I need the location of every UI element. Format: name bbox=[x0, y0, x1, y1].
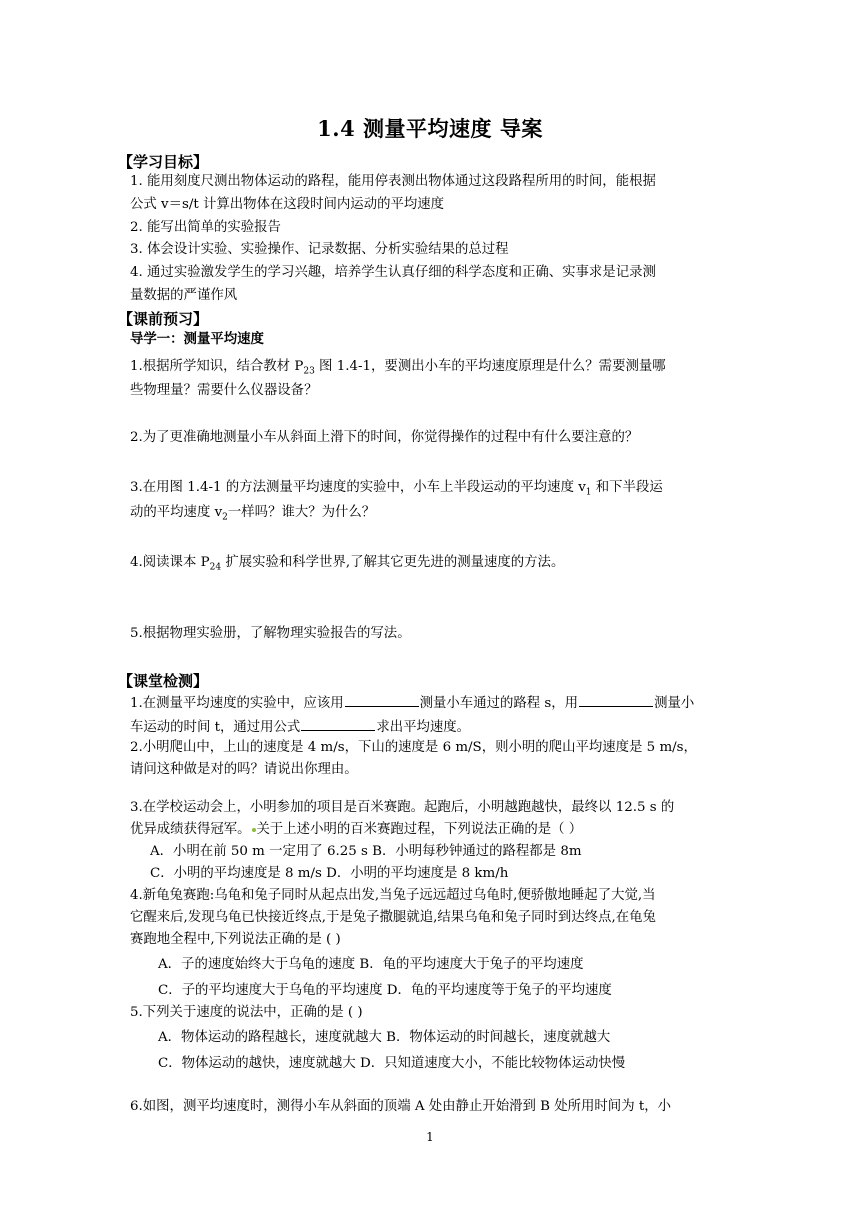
preview-q4-text-a: 4.阅读课本 P bbox=[130, 555, 210, 570]
section-preview-heading: 【课前预习】 bbox=[118, 310, 209, 328]
section-test-heading: 【课堂检测】 bbox=[118, 672, 209, 690]
test-q3-text-a: 优异成绩获得冠军。 bbox=[130, 822, 251, 837]
test-q2-line-1: 2.小明爬山中，上山的速度是 4 m/s，下山的速度是 6 m/S，则小明的爬山平均速度是 5 m/s， bbox=[130, 740, 697, 755]
test-q1-blank-2[interactable] bbox=[579, 692, 653, 707]
preview-q1-text-a: 1.根据所学知识，结合教材 P bbox=[130, 359, 304, 374]
preview-q3-text-c: 动的平均速度 v bbox=[130, 505, 223, 520]
page-number: 1 bbox=[426, 1130, 434, 1144]
goal-1-line-2: 公式 v＝s/t 计算出物体在这段时间内运动的平均速度 bbox=[130, 197, 445, 212]
test-q1-text-d: 车运动的时间 t，通过用公式 bbox=[130, 720, 301, 735]
goal-2: 2. 能写出简单的实验报告 bbox=[130, 220, 281, 235]
section-goals-heading: 【学习目标】 bbox=[118, 153, 209, 171]
test-q1-text-e: 求出平均速度。 bbox=[376, 720, 471, 735]
test-q1-text-a: 1.在测量平均速度的实验中，应该用 bbox=[130, 696, 344, 711]
test-q3-text-b: 关于上述小明的百米赛跑过程，下列说法正确的是（ ） bbox=[256, 822, 583, 837]
test-q1-blank-1[interactable] bbox=[345, 692, 419, 707]
test-q1-text-c: 测量小 bbox=[654, 696, 695, 711]
test-q5-line-1: 5.下列关于速度的说法中，正确的是 ( ) bbox=[130, 1005, 363, 1020]
preview-q5: 5.根据物理实验册，了解物理实验报告的写法。 bbox=[130, 626, 411, 641]
preview-q4 bbox=[130, 553, 564, 578]
preview-q3-text-a: 3.在用图 1.4-1 的方法测量平均速度的实验中，小车上半段运动的平均速度 v bbox=[130, 480, 586, 495]
preview-q4-text-b: 扩展实验和科学世界,了解其它更先进的测量速度的方法。 bbox=[221, 555, 565, 570]
test-q3-line-1: 3.在学校运动会上，小明参加的项目是百米赛跑。起跑后，小明越跑越快，最终以 12.5 s 的 bbox=[130, 800, 675, 815]
goal-4-line-2: 量数据的严谨作风 bbox=[130, 288, 238, 303]
test-q4-line-3: 赛跑地全程中,下列说法正确的是 ( ) bbox=[130, 932, 341, 947]
goal-3: 3. 体会设计实验、实验操作、记录数据、分析实验结果的总过程 bbox=[130, 242, 509, 257]
test-q1-line-1 bbox=[130, 692, 694, 714]
test-q3-options-2: C．小明的平均速度是 8 m/s D．小明的平均速度是 8 km/h bbox=[150, 866, 509, 881]
test-q2-line-2: 请问这种做是对的吗？请说出你理由。 bbox=[130, 762, 358, 777]
test-q5-options-2: C．物体运动的越快，速度就越大 D．只知道速度大小，不能比较物体运动快慢 bbox=[158, 1056, 626, 1071]
preview-q3-line-2 bbox=[130, 503, 375, 528]
test-q4-line-1: 4.新龟兔赛跑:乌龟和兔子同时从起点出发,当兔子远远超过乌龟时,便骄傲地睡起了大觉,当 bbox=[130, 888, 656, 903]
test-q3-options-1: A．小明在前 50 m 一定用了 6.25 s B．小明每秒钟通过的路程都是 8m bbox=[150, 844, 582, 859]
test-q5-options-1: A．物体运动的路程越长，速度就越大 B．物体运动的时间越长，速度就越大 bbox=[158, 1030, 611, 1045]
goal-4-line-1: 4. 通过实验激发学生的学习兴趣，培养学生认真仔细的科学态度和正确、实事求是记录测 bbox=[130, 265, 656, 280]
preview-q2: 2.为了更准确地测量小车从斜面上滑下的时间，你觉得操作的过程中有什么要注意的？ bbox=[130, 430, 639, 445]
test-q1-line-2 bbox=[130, 716, 470, 738]
test-q1-text-b: 测量小车通过的路程 s，用 bbox=[419, 696, 579, 711]
preview-q1-page-sub: 23 bbox=[303, 366, 315, 377]
preview-q3-line-1 bbox=[130, 478, 663, 503]
preview-q3-sub-2: 2 bbox=[222, 512, 228, 523]
preview-q1-line-1 bbox=[130, 357, 666, 382]
test-q4-line-2: 它醒来后,发现乌龟已快接近终点,于是兔子撒腿就追,结果乌龟和兔子同时到达终点,在龟兔 bbox=[130, 910, 656, 925]
preview-q1-line-2: 些物理量？需要什么仪器设备？ bbox=[130, 383, 318, 398]
preview-q3-sub-1: 1 bbox=[585, 487, 592, 498]
preview-q3-text-b: 和下半段运 bbox=[591, 480, 663, 495]
preview-q4-page-sub: 24 bbox=[209, 562, 222, 573]
preview-q3-text-d: 一样吗？谁大？为什么？ bbox=[227, 505, 376, 520]
test-q3-line-2 bbox=[130, 820, 582, 840]
page-title: 1.4 测量平均速度 导案 bbox=[317, 116, 543, 141]
test-q6-line-1: 6.如图，测平均速度时，测得小车从斜面的顶端 A 处由静止开始滑到 B 处所用时间为 t，小 bbox=[130, 1099, 672, 1114]
test-q4-options-2: C．子的平均速度大于乌龟的平均速度 D．龟的平均速度等于兔子的平均速度 bbox=[158, 983, 612, 998]
test-q4-options-1: A．子的速度始终大于乌龟的速度 B．龟的平均速度大于兔子的平均速度 bbox=[158, 957, 584, 972]
mark-dot-icon bbox=[252, 828, 256, 832]
guide-heading: 导学一：测量平均速度 bbox=[130, 332, 264, 347]
goal-1-line-1: 1. 能用刻度尺测出物体运动的路程，能用停表测出物体通过这段路程所用的时间，能根据 bbox=[130, 174, 656, 189]
preview-q1-text-b: 图 1.4-1，要测出小车的平均速度原理是什么？需要测量哪 bbox=[314, 359, 666, 374]
test-q1-blank-3[interactable] bbox=[301, 716, 375, 731]
